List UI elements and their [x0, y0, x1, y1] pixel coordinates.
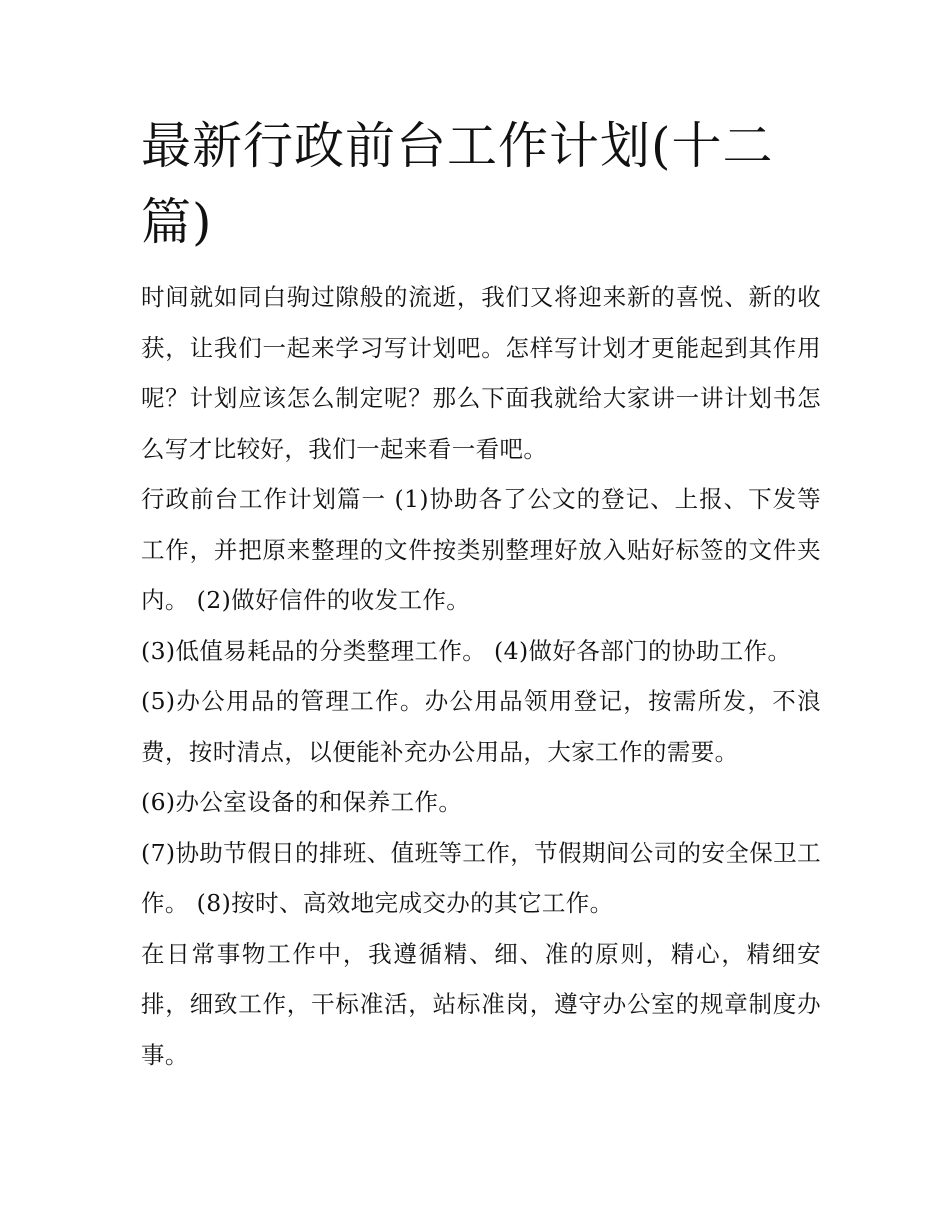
document-title: 最新行政前台工作计划(十二篇): [141, 117, 774, 251]
paragraph-plan-5: (5)办公用品的管理工作。办公用品领用登记，按需所发，不浪费，按时清点，以便能补充办公用品，大家工作的需要。: [141, 687, 821, 766]
document-body: [141, 272, 821, 1080]
paragraph-principles: 在日常事物工作中，我遵循精、细、准的原则，精心，精细安排，细致工作，干标准活，站标准岗，遵守办公室的规章制度办事。: [141, 939, 821, 1069]
paragraph-plan-6: (6)办公室设备的和保养工作。: [141, 788, 463, 816]
paragraph-plan-3-4: (3)低值易耗品的分类整理工作。 (4)做好各部门的协助工作。: [141, 636, 792, 665]
paragraph-intro: 时间就如同白驹过隙般的流逝，我们又将迎来新的喜悦、新的收获，让我们一起来学习写计划吧。怎样写计划才更能起到其作用呢？计划应该怎么制定呢？那么下面我就给大家讲一讲计划书怎么写才比较好，我们一起来看一看吧。: [141, 283, 821, 463]
document-page: [141, 108, 821, 1080]
paragraph-plan-7-8: (7)协助节假日的排班、值班等工作，节假期间公司的安全保卫工作。 (8)按时、高效地完成交办的其它工作。: [141, 838, 821, 917]
paragraph-plan-1-2: 行政前台工作计划篇一 (1)协助各了公文的登记、上报、下发等工作，并把原来整理的文件按类别整理好放入贴好标签的文件夹内。 (2)做好信件的收发工作。: [141, 485, 821, 614]
